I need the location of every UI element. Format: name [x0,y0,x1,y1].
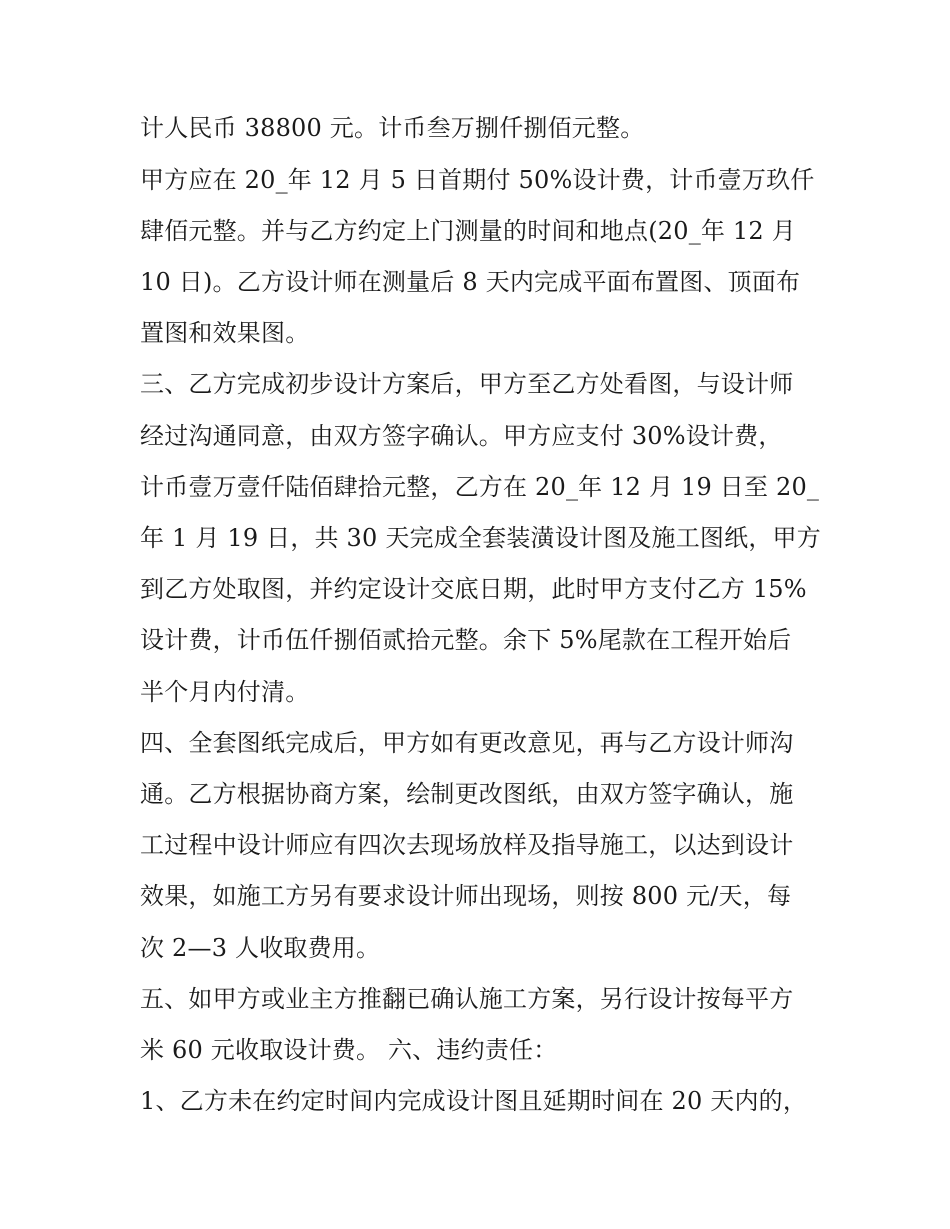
text-line-14: 通。乙方根据协商方案，绘制更改图纸，由双方签字确认，施 [140,780,794,808]
text-line-9: 年 1 月 19 日，共 30 天完成全套装潢设计图及施工图纸，甲方 [140,524,821,552]
text-line-4: 10 日)。乙方设计师在测量后 8 天内完成平面布置图、顶面布 [140,268,801,296]
text-line-17: 次 2—3 人收取费用。 [140,934,381,962]
text-line-10: 到乙方处取图，并约定设计交底日期，此时甲方支付乙方 15% [140,575,807,603]
text-line-20: 1、乙方未在约定时间内完成设计图且延期时间在 20 天内的， [140,1087,808,1115]
text-line-11: 设计费，计币伍仟捌佰贰拾元整。余下 5%尾款在工程开始后 [140,626,792,654]
text-line-18: 五、如甲方或业主方推翻已确认施工方案，另行设计按每平方 [140,985,794,1013]
text-line-8: 计币壹万壹仟陆佰肆拾元整，乙方在 20_年 12 月 19 日至 20_ [140,473,820,501]
text-line-7: 经过沟通同意，由双方签字确认。甲方应支付 30%设计费， [140,422,783,450]
text-line-5: 置图和效果图。 [140,319,310,347]
text-line-16: 效果，如施工方另有要求设计师出现场，则按 800 元/天，每 [140,882,792,910]
text-line-19: 米 60 元收取设计费。 六、违约责任： [140,1036,558,1064]
text-line-6: 三、乙方完成初步设计方案后，甲方至乙方处看图，与设计师 [140,370,794,398]
text-line-15: 工过程中设计师应有四次去现场放样及指导施工，以达到设计 [140,831,794,859]
text-line-12: 半个月内付清。 [140,678,310,706]
text-line-13: 四、全套图纸完成后，甲方如有更改意见，再与乙方设计师沟 [140,729,794,757]
text-line-1: 计人民币 38800 元。计币叁万捌仟捌佰元整。 [140,114,645,142]
text-line-3: 肆佰元整。并与乙方约定上门测量的时间和地点(20_年 12 月 [140,217,796,245]
text-line-2: 甲方应在 20_年 12 月 5 日首期付 50%设计费，计币壹万玖仟 [140,166,815,194]
